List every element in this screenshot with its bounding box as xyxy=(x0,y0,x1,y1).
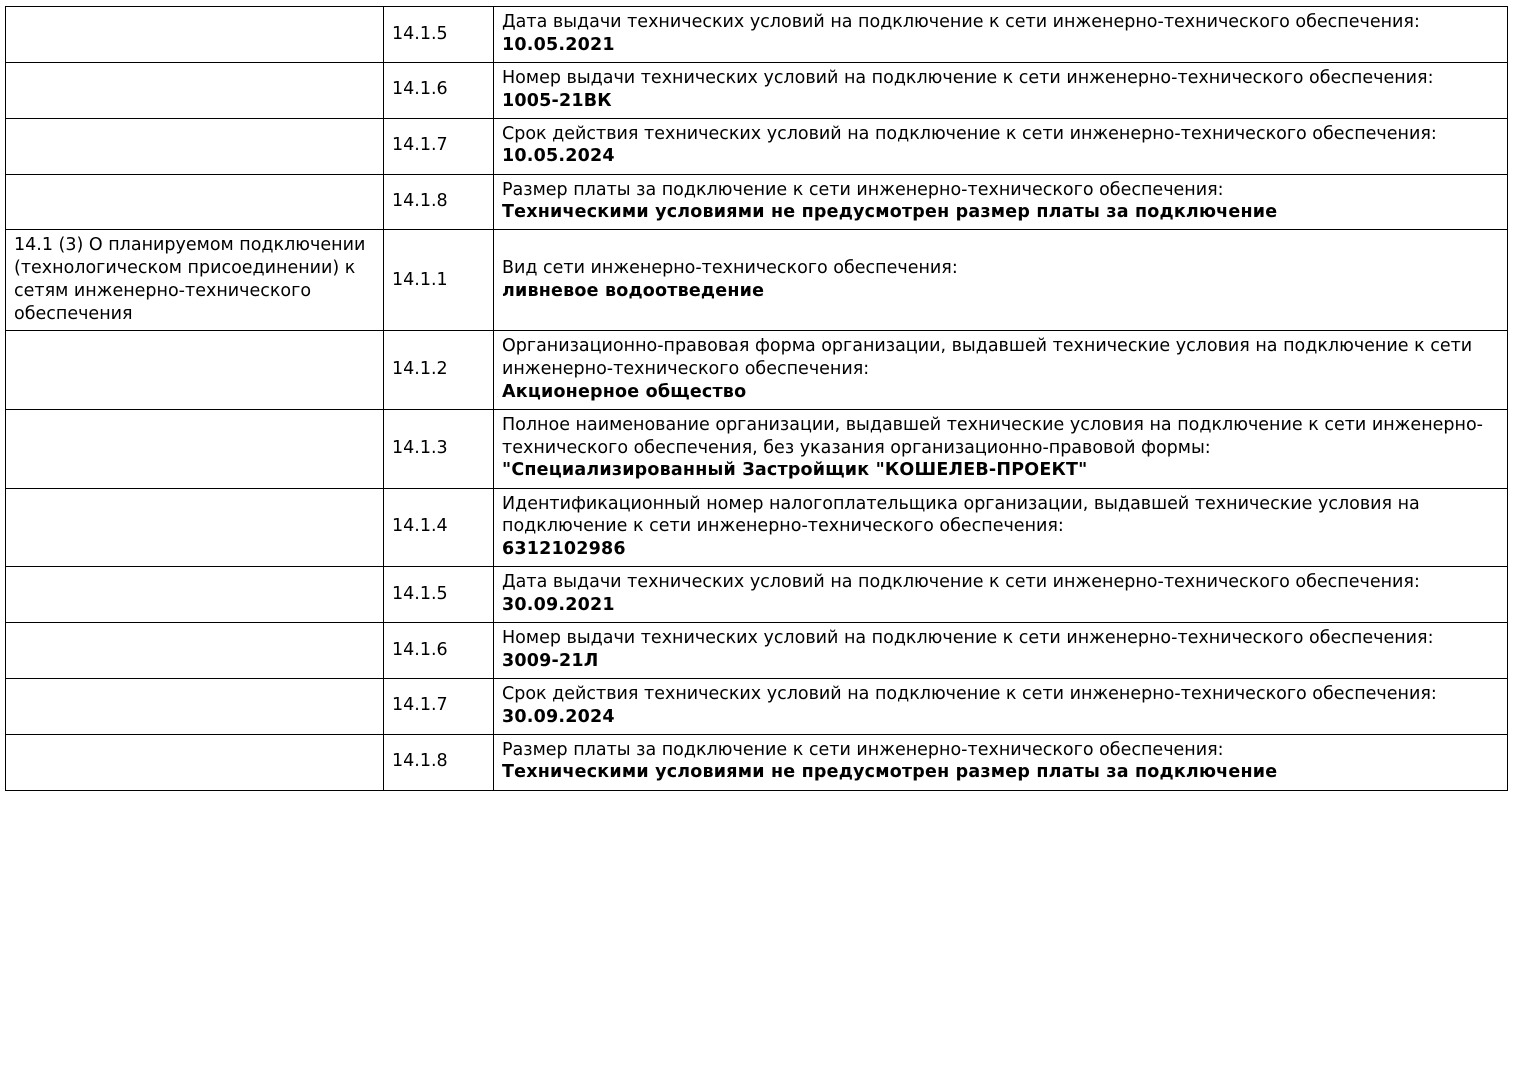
item-content xyxy=(494,488,1508,567)
item-value: 30.09.2021 xyxy=(502,594,615,615)
section-cell xyxy=(6,7,384,63)
table-row xyxy=(6,174,1508,230)
item-code: 14.1.3 xyxy=(384,409,494,488)
section-cell xyxy=(6,734,384,790)
item-label: Дата выдачи технических условий на подключение к сети инженерно-технического обеспечения: xyxy=(502,572,1420,593)
item-code: 14.1.2 xyxy=(384,331,494,410)
section-cell xyxy=(6,567,384,623)
item-value: ливневое водоотведение xyxy=(502,280,765,301)
item-code: 14.1.4 xyxy=(384,488,494,567)
table-row xyxy=(6,7,1508,63)
item-content xyxy=(494,118,1508,174)
table-row xyxy=(6,331,1508,410)
item-label: Идентификационный номер налогоплательщика организации, выдавшей технические условия на подключение к сети инженерно-технического обеспечения: xyxy=(502,493,1420,537)
item-label: Вид сети инженерно-технического обеспечения: xyxy=(502,257,958,278)
item-label: Номер выдачи технических условий на подключение к сети инженерно-технического обеспечения: xyxy=(502,67,1434,88)
item-content xyxy=(494,678,1508,734)
item-label: Организационно-правовая форма организации, выдавшей технические условия на подключение к сети инженерно-технического обеспечения: xyxy=(502,336,1473,380)
section-cell xyxy=(6,409,384,488)
section-cell xyxy=(6,331,384,410)
table-row xyxy=(6,409,1508,488)
table-row xyxy=(6,62,1508,118)
item-code: 14.1.7 xyxy=(384,118,494,174)
item-value: 10.05.2024 xyxy=(502,146,615,167)
table-row xyxy=(6,678,1508,734)
item-content xyxy=(494,230,1508,331)
item-code: 14.1.1 xyxy=(384,230,494,331)
item-label: Срок действия технических условий на подключение к сети инженерно-технического обеспечения: xyxy=(502,123,1437,144)
item-value: 1005-21ВК xyxy=(502,90,612,111)
item-label: Размер платы за подключение к сети инженерно-технического обеспечения: xyxy=(502,179,1224,200)
item-content xyxy=(494,409,1508,488)
table-row xyxy=(6,734,1508,790)
item-content xyxy=(494,62,1508,118)
item-code: 14.1.5 xyxy=(384,567,494,623)
item-value: 30.09.2024 xyxy=(502,706,615,727)
section-cell xyxy=(6,678,384,734)
item-value: Техническими условиями не предусмотрен размер платы за подключение xyxy=(502,202,1278,223)
item-label: Номер выдачи технических условий на подключение к сети инженерно-технического обеспечения: xyxy=(502,628,1434,648)
item-content xyxy=(494,174,1508,230)
item-content xyxy=(494,7,1508,63)
item-label: Размер платы за подключение к сети инженерно-технического обеспечения: xyxy=(502,739,1224,760)
item-content xyxy=(494,567,1508,623)
table-row xyxy=(6,623,1508,679)
item-content xyxy=(494,623,1508,679)
table-row xyxy=(6,488,1508,567)
section-cell xyxy=(6,623,384,679)
table-row xyxy=(6,118,1508,174)
section-cell xyxy=(6,174,384,230)
section-cell xyxy=(6,118,384,174)
item-content xyxy=(494,331,1508,410)
item-code: 14.1.8 xyxy=(384,734,494,790)
project-declaration-table xyxy=(5,6,1508,791)
item-value: 3009-21Л xyxy=(502,650,599,671)
section-cell xyxy=(6,62,384,118)
item-code: 14.1.6 xyxy=(384,623,494,679)
section-cell: 14.1 (3) О планируемом подключении (технологическом присоединении) к сетям инженерно-технического обеспечения xyxy=(6,230,384,331)
item-value: 6312102986 xyxy=(502,539,626,560)
item-label: Полное наименование организации, выдавшей технические условия на подключение к сети инженерно-технического обеспечения, без указания организационно-правовой формы: xyxy=(502,414,1483,458)
item-code: 14.1.5 xyxy=(384,7,494,63)
item-value: Техническими условиями не предусмотрен размер платы за подключение xyxy=(502,762,1278,783)
table-row xyxy=(6,230,1508,331)
item-code: 14.1.8 xyxy=(384,174,494,230)
item-code: 14.1.7 xyxy=(384,678,494,734)
table-row xyxy=(6,567,1508,623)
item-code: 14.1.6 xyxy=(384,62,494,118)
item-value: Акционерное общество xyxy=(502,381,747,402)
item-label: Срок действия технических условий на подключение к сети инженерно-технического обеспечения: xyxy=(502,683,1437,704)
item-label: Дата выдачи технических условий на подключение к сети инженерно-технического обеспечения: xyxy=(502,12,1420,32)
item-value: 10.05.2021 xyxy=(502,34,615,55)
item-content xyxy=(494,734,1508,790)
item-value: "Специализированный Застройщик "КОШЕЛЕВ-ПРОЕКТ" xyxy=(502,460,1088,481)
section-cell xyxy=(6,488,384,567)
